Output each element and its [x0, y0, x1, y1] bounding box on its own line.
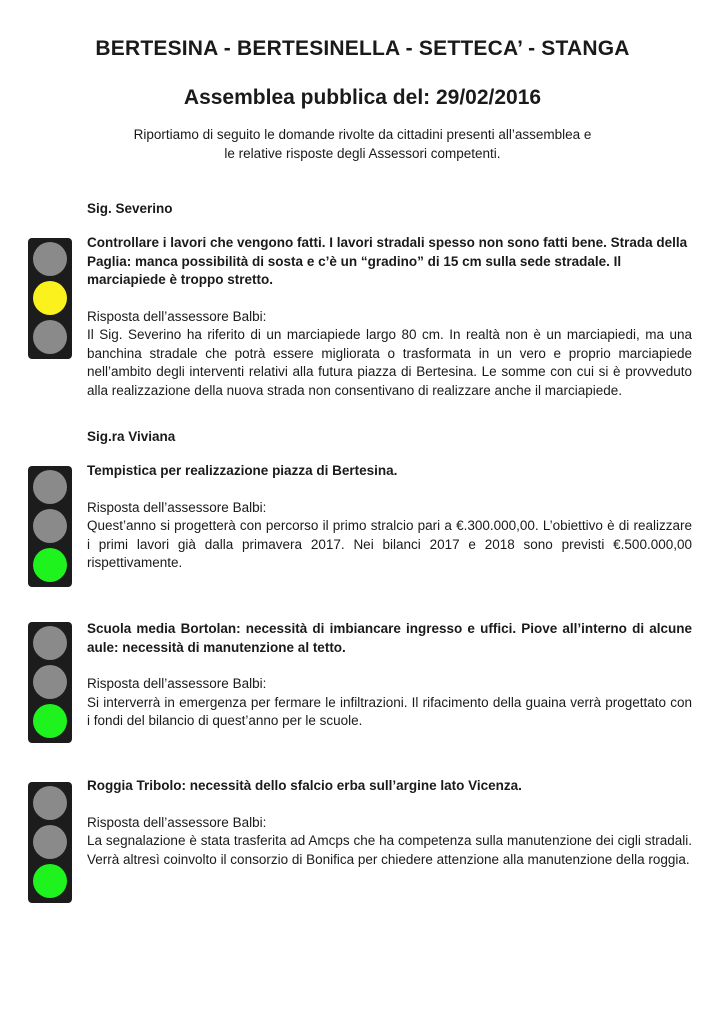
- question-text: Scuola media Bortolan: necessità di imbiancare ingresso e uffici. Piove all’interno di alcune aule: necessità di manutenzione al tetto.: [87, 621, 692, 655]
- question-block: [87, 462, 692, 573]
- intro-line-1: Riportiamo di seguito le domande rivolte da cittadini presenti all’assemblea e: [133, 127, 592, 142]
- answer-text: Il Sig. Severino ha riferito di un marciapiede largo 80 cm. In realtà non è un marciapiedi, ma una banchina stradale che potrà essere migliorata o trasformata in un vero e proprio marciapiede nell’ambito degli interventi relativi alla futura piazza di Bertesina. Le somme con cui si è provveduto alla realizzazione della nuova strada non consentivano di realizzare anche il marciapiede.: [87, 327, 692, 398]
- question-block: [87, 777, 692, 869]
- lamp-off-icon: [33, 626, 67, 660]
- lamp-off-icon: [33, 786, 67, 820]
- traffic-light-green-icon: [28, 622, 72, 743]
- lamp-off-icon: [33, 320, 67, 354]
- answer-text: La segnalazione è stata trasferita ad Amcps che ha competenza sulla manutenzione dei cigli stradali. Verrà altresì coinvolto il consorzio di Bonifica per chiedere attenzione alla manutenzione della roggia.: [87, 833, 692, 867]
- lamp-off-icon: [33, 470, 67, 504]
- document-title: BERTESINA - BERTESINELLA - SETTECA’ - STANGA: [95, 37, 630, 60]
- lamp-off-icon: [33, 509, 67, 543]
- traffic-light-green-icon: [28, 466, 72, 587]
- answer-label: Risposta dell’assessore Balbi:: [87, 676, 267, 691]
- traffic-light-green-icon: [28, 782, 72, 903]
- answer-text: Si interverrà in emergenza per fermare le infiltrazioni. Il rifacimento della guaina verrà progettato con i fondi del bilancio di quest’anno per le scuole.: [87, 694, 692, 728]
- question-text: Roggia Tribolo: necessità dello sfalcio erba sull’argine lato Vicenza.: [87, 778, 522, 793]
- intro-text: [90, 125, 635, 163]
- lamp-off-icon: [33, 825, 67, 859]
- question-text: Tempistica per realizzazione piazza di Bertesina.: [87, 463, 398, 478]
- traffic-light-yellow-icon: [28, 238, 72, 359]
- answer-label: Risposta dell’assessore Balbi:: [87, 499, 267, 515]
- speaker-name: Sig.ra Viviana: [87, 429, 176, 444]
- lamp-off-icon: [33, 242, 67, 276]
- answer-label: Risposta dell’assessore Balbi:: [87, 308, 267, 324]
- document-subtitle: Assemblea pubblica del: 29/02/2016: [183, 86, 542, 109]
- question-block: [87, 620, 692, 731]
- lamp-green-icon: [33, 704, 67, 738]
- lamp-green-icon: [33, 548, 67, 582]
- question-block: [87, 234, 692, 400]
- answer-text: Quest’anno si progetterà con percorso il primo stralcio pari a €.300.000,00. L’obiettivo è di realizzare i primi lavori già dalla primavera 2017. Nei bilanci 2017 e 2018 sono previsti €.500.000,00 rispettivamente.: [87, 518, 692, 570]
- lamp-green-icon: [33, 864, 67, 898]
- lamp-yellow-icon: [33, 281, 67, 315]
- speaker-name: Sig. Severino: [87, 201, 173, 216]
- answer-label: Risposta dell’assessore Balbi:: [87, 814, 267, 830]
- lamp-off-icon: [33, 665, 67, 699]
- intro-line-2: le relative risposte degli Assessori competenti.: [224, 146, 501, 161]
- question-text: Controllare i lavori che vengono fatti. I lavori stradali spesso non sono fatti bene. Strada della Paglia: manca possibilità di sosta e c’è un “gradino” di 15 cm sulla sede stradale. Il marciapiede è troppo stretto.: [87, 235, 688, 287]
